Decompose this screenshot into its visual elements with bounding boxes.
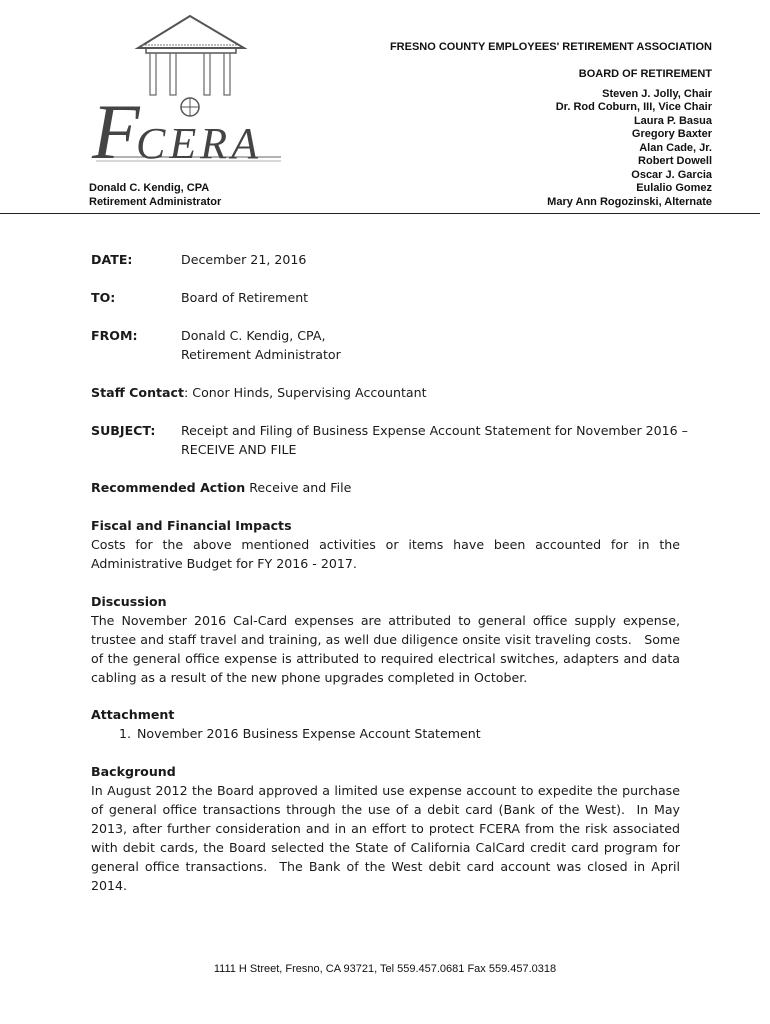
discussion-section bbox=[91, 592, 680, 687]
board-member: Alan Cade, Jr. bbox=[639, 141, 712, 154]
discussion-text: The November 2016 Cal-Card expenses are attributed to general office supply expense, trustee and staff travel and training, as well due diligence onsite visit traveling costs. Some of the general office expense is attributed to required electrical switches, adapters and data cabling as a result of the new phone upgrades completed in October. bbox=[91, 613, 680, 685]
board-heading: BOARD OF RETIREMENT bbox=[578, 68, 712, 80]
administrator-name: Donald C. Kendig, CPA bbox=[89, 182, 210, 194]
from-name: Donald C. Kendig, CPA, bbox=[181, 328, 326, 343]
board-member: Gregory Baxter bbox=[631, 128, 712, 140]
subject-line: Receipt and Filing of Business Expense Account Statement for November 2016 – bbox=[181, 423, 688, 438]
subject-label: SUBJECT: bbox=[91, 423, 156, 438]
staff-contact bbox=[91, 383, 680, 402]
organization-name: FRESNO COUNTY EMPLOYEES' RETIREMENT ASSOCIATION bbox=[389, 41, 712, 53]
to-value: Board of Retirement bbox=[181, 290, 309, 305]
fiscal-text: Costs for the above mentioned activities or items have been accounted for in the Administrative Budget for FY 2016 - 2017. bbox=[91, 537, 680, 571]
board-member: Mary Ann Rogozinski, Alternate bbox=[547, 195, 712, 208]
administrator-block bbox=[89, 181, 221, 209]
recommended-label: Recommended Action bbox=[91, 480, 246, 495]
header-divider bbox=[0, 213, 760, 214]
administrator-title: Retirement Administrator bbox=[89, 196, 222, 208]
logo-text: F bbox=[92, 88, 140, 175]
board-member: Steven J. Jolly, Chair bbox=[602, 87, 712, 100]
recommended-value: Receive and File bbox=[245, 480, 352, 495]
attachment-section bbox=[91, 705, 680, 743]
discussion-title: Discussion bbox=[91, 594, 167, 609]
subject-line-action: RECEIVE AND FILE bbox=[181, 442, 297, 457]
date-value: December 21, 2016 bbox=[181, 252, 307, 267]
attachment-title: Attachment bbox=[91, 707, 175, 722]
board-member: Eulalio Gomez bbox=[636, 182, 712, 194]
board-member: Dr. Rod Coburn, III, Vice Chair bbox=[555, 101, 712, 113]
subject-value bbox=[181, 421, 701, 459]
board-of-retirement bbox=[547, 68, 712, 209]
svg-text:CERA: CERA bbox=[136, 119, 262, 168]
date-label: DATE: bbox=[91, 252, 133, 267]
staff-contact-value: : Conor Hinds, Supervising Accountant bbox=[184, 385, 427, 400]
board-member: Robert Dowell bbox=[638, 155, 712, 167]
from-value bbox=[181, 326, 691, 364]
to-label: TO: bbox=[91, 290, 116, 305]
board-member: Oscar J. Garcia bbox=[631, 168, 712, 181]
background-section bbox=[91, 762, 680, 895]
fiscal-title: Fiscal and Financial Impacts bbox=[91, 518, 292, 533]
from-label: FROM: bbox=[91, 328, 138, 343]
fiscal-section bbox=[91, 516, 680, 573]
recommended-action bbox=[91, 478, 680, 497]
from-title: Retirement Administrator bbox=[181, 347, 341, 362]
background-title: Background bbox=[91, 764, 176, 779]
background-text: In August 2012 the Board approved a limited use expense account to expedite the purchase of general office transactions through the use of a debit card (Bank of the West). In May 2013, after further consideration and in an effort to protect FCERA from the risk associated with debit cards, the Board selected the State of California CalCard credit card program for general office transactions. The Bank of the West debit card account was closed in April 2014. bbox=[91, 783, 680, 893]
attachment-list bbox=[91, 724, 680, 743]
fcera-logo bbox=[86, 12, 296, 182]
staff-contact-label: Staff Contact bbox=[91, 385, 185, 400]
board-member: Laura P. Basua bbox=[633, 114, 712, 127]
footer-address: 1111 H Street, Fresno, CA 93721, Tel 559.457.0681 Fax 559.457.0318 bbox=[213, 963, 557, 975]
attachment-item: 1. November 2016 Business Expense Account Statement bbox=[135, 724, 680, 743]
